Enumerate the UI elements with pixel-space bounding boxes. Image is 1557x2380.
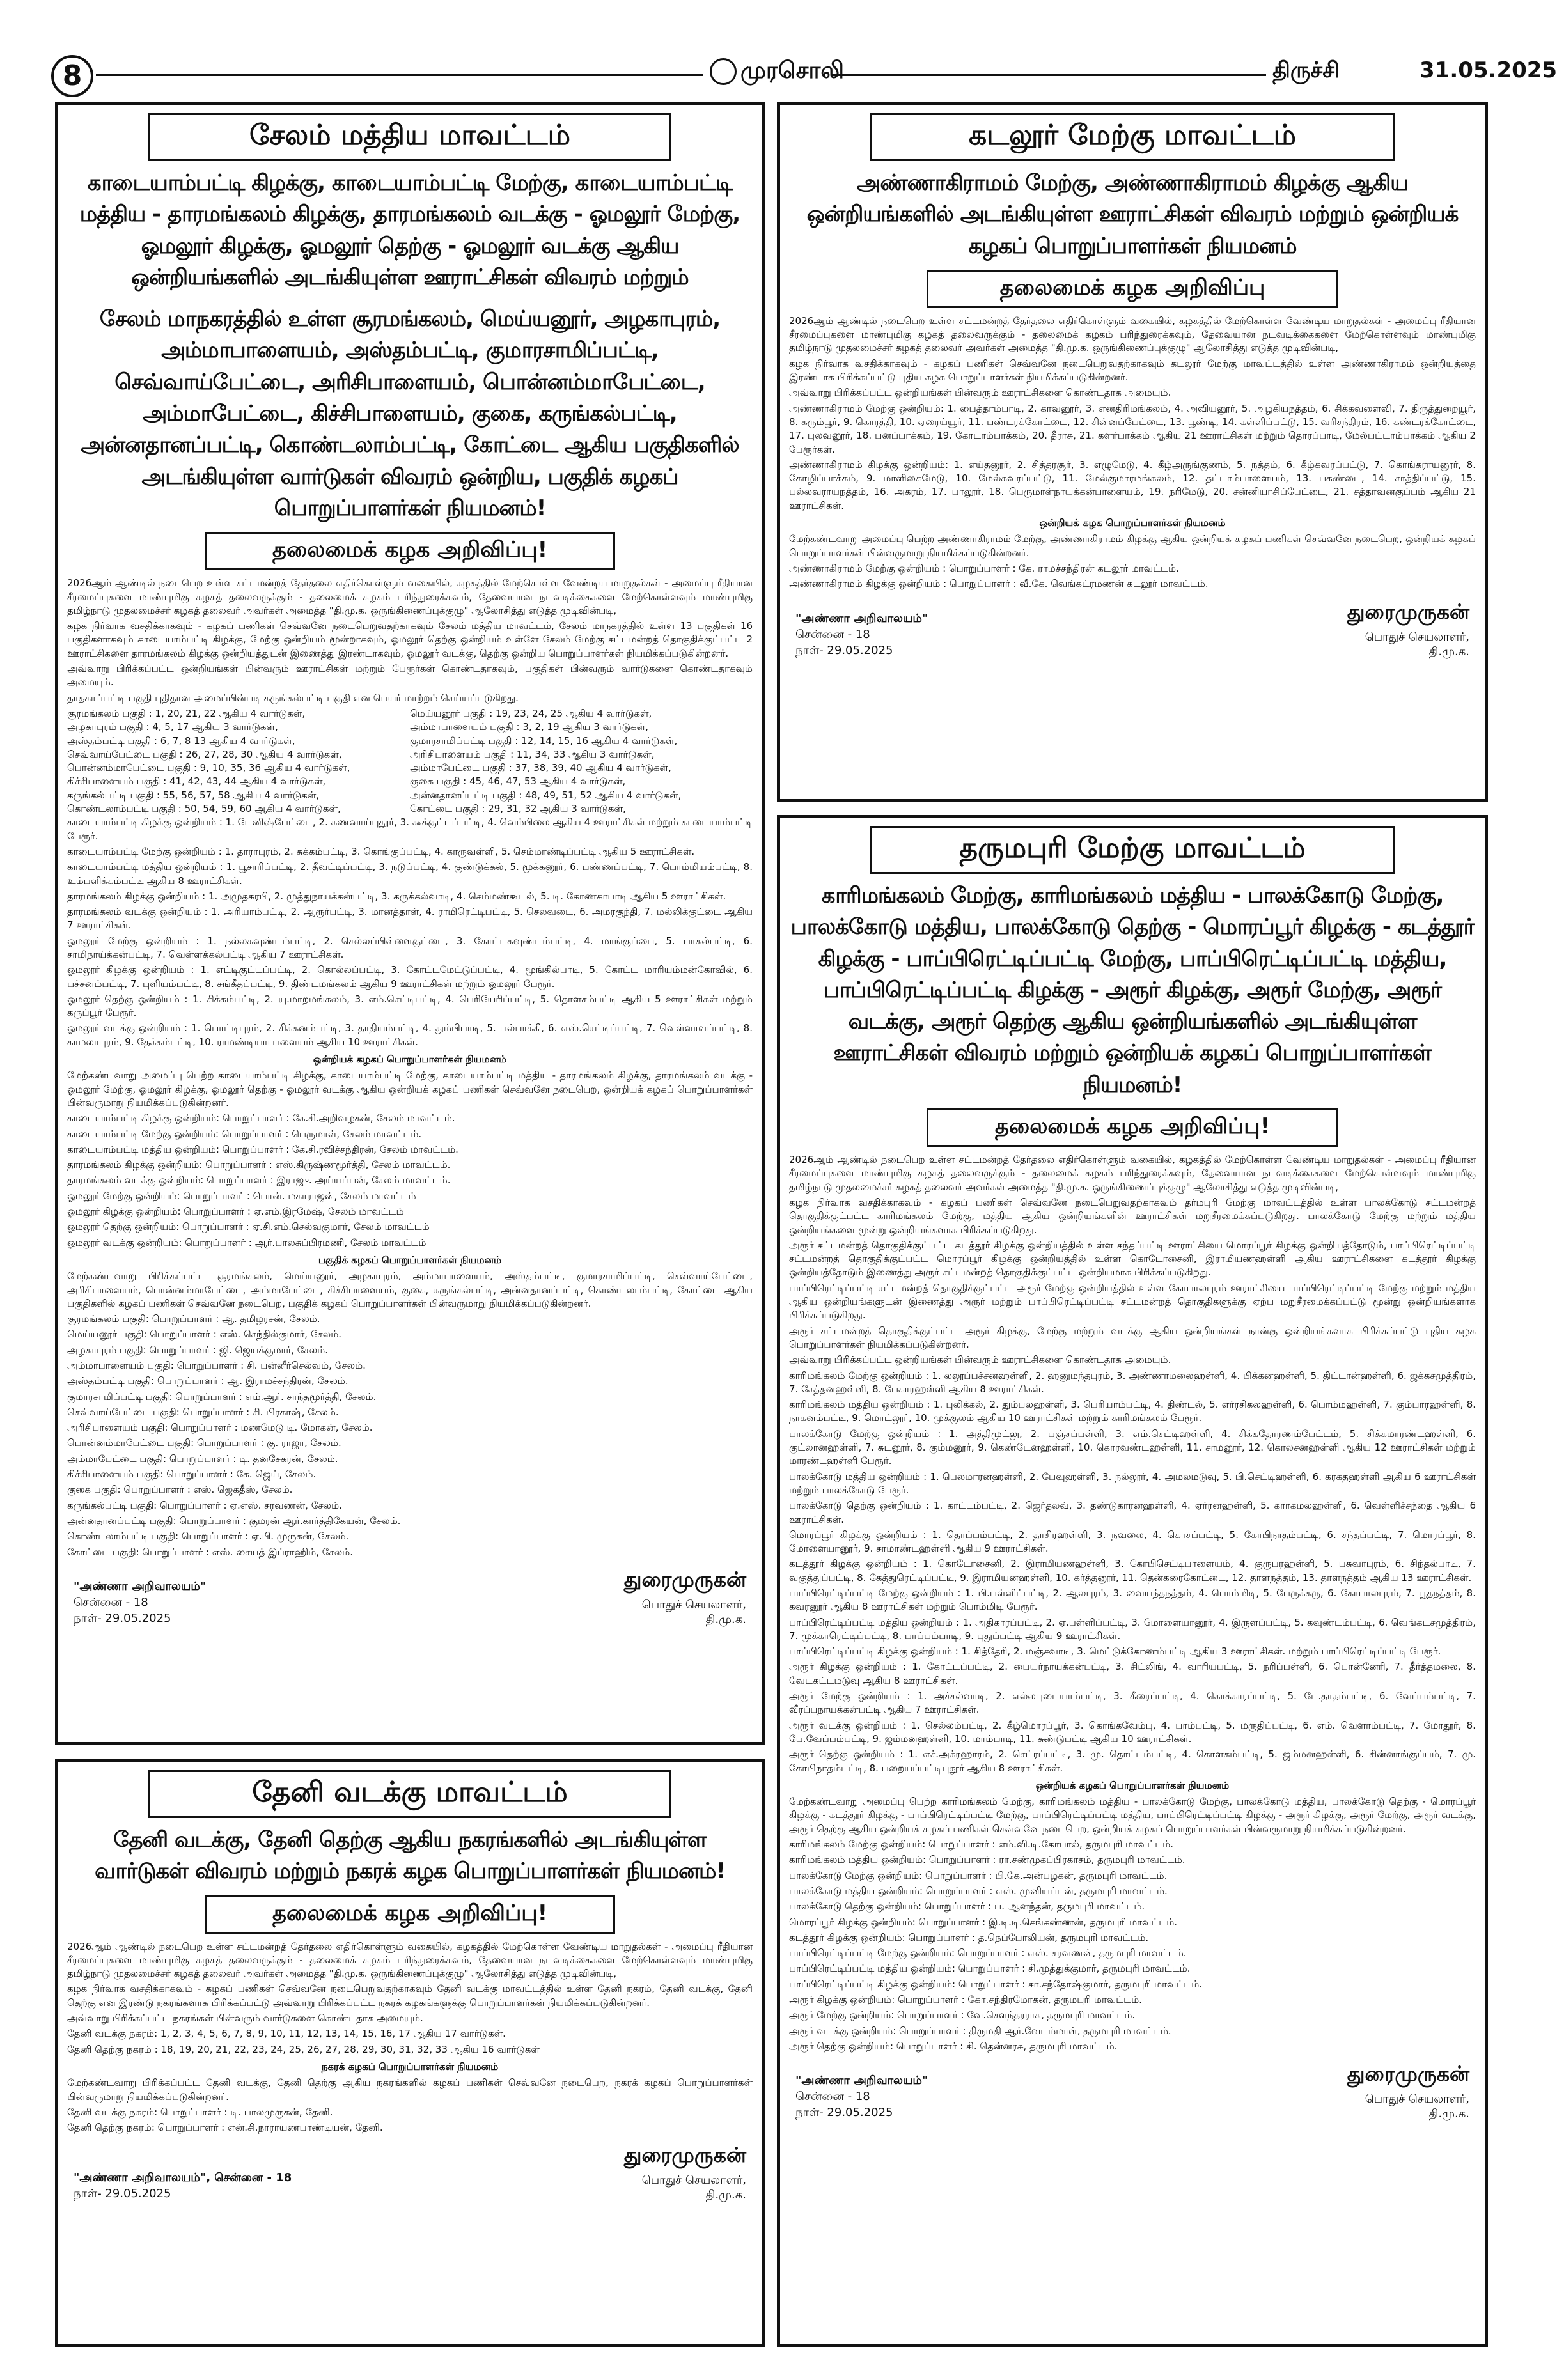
announcement-body [58,577,762,1559]
officer-entry: பாப்பிரெட்டிப்பட்டி கிழக்கு ஒன்றியம்: பொறுப்பாளர் : சா.சந்தோஷ்குமார், தருமபுரி மாவட்டம். [789,1978,1203,1990]
paragraph: தாதகாப்பட்டி பகுதி புதிதான அமைப்பின்படி கருங்கல்பட்டி பகுதி என பெயர் மாற்றம் செய்யப்படுகிறது. [67,692,519,704]
officer-entry: தேனி தெற்கு நகரம்: பொறுப்பாளர் : என்.சி.நாராயணபாண்டியன், தேனி. [67,2122,383,2134]
signer-title: பொதுச் செயலாளர், [641,2174,746,2188]
edition-city: திருச்சி [1272,58,1340,83]
paragraph: அவ்வாறு பிரிக்கப்பட்ட ஒன்றியங்கள் பின்வரும் ஊராட்சிகளை கொண்டதாக அமையும். [789,387,1171,399]
officer-entry: அரூர் கிழக்கு ஒன்றியம்: பொறுப்பாளர் : கோ.சந்திரமோகன், தருமபுரி மாவட்டம். [789,1994,1142,2005]
section-subheading: ஒன்றியக் கழக பொறுப்பாளர்கள் நியமனம் [1039,517,1226,529]
union-entry: தாரமங்கலம் வடக்கு ஒன்றியம் : 1. அரியாம்பட்டி, 2. ஆரூர்பட்டி, 3. மானத்தாள், 4. ராமிரெட்டிபட்டி, 5. செலவடை, 6. அமரகுந்தி, 7. மல்லிக்குட்டை ஆகிய 7 ஊராட்சிகள். [67,906,753,931]
union-entry: அரூர் தெற்கு ஒன்றியம் : 1. எச்.அக்ரஹாரம், 2. செட்ரப்பட்டி, 3. மு. தொட்டம்பட்டி, 4. கொளகம்பட்டி, 5. ஜம்மனஹள்ளி, 6. சின்னாங்குப்பம், 7. மு. கோபிநாதம்பட்டி, 8. பறையப்பட்டிபுதூர் ஆகிய 8 ஊராட்சிகள். [789,1748,1476,1774]
intro-paragraph: 2026ஆம் ஆண்டில் நடைபெற உள்ள சட்டமன்றத் தேர்தலை எதிர்கொள்ளும் வகையில், கழகத்தில் மேற்கொள்ள வேண்டிய மாறுதல்கள் - அமைப்பு ரீதியான சீரமைப்புகளை மாண்புமிகு கழகத் தலைவருக்கும் - தலைமைக் கழகம் பரிந்துரைக்கவும், தேவையான நடவடிக்கைகளை மேற்கொள்ளவும் மாண்புமிகு தமிழ்நாடு முதலமைச்சர் கழகத் தலைவர் அவர்கள் அமைத்த "தி.மு.க. ஒருங்கிணைப்புக்குழு" ஆலோசித்து எடுத்த முடிவின்படி, [789,1154,1476,1193]
sign-date: நாள்- 29.05.2025 [74,2187,171,2201]
officer-entry: தாரமங்கலம் வடக்கு ஒன்றியம்: பொறுப்பாளர் : இராஜு. அய்யப்பன், சேலம் மாவட்டம். [67,1174,451,1186]
officer-entry: குகை பகுதி: பொறுப்பாளர் : எஸ். ஜெகதீஸ், சேலம். [67,1484,293,1496]
officer-entry: செவ்வாய்பேட்டை பகுதி: பொறுப்பாளர் : சி. பிரகாஷ், சேலம். [67,1406,339,1418]
cuddalore-announcement [777,102,1488,802]
paragraph: மேற்கண்டவாறு அமைப்பு பெற்ற அண்ணாகிராமம் மேற்கு, அண்ணாகிராமம் கிழக்கு ஆகிய ஒன்றியக் கழகப் பணிகள் செவ்வனே நடைபெற, ஒன்றியக் கழகப் பொறுப்பாளர்கள் பின்வருமாறு நியமிக்கப்படுகின்றனர். [789,533,1476,559]
officer-entry: அண்ணாகிராமம் கிழக்கு ஒன்றியம் : பொறுப்பாளர் : வீ.கே. வெங்கட்ரமணன் கடலூர் மாவட்டம். [789,578,1209,590]
officer-entry: சூரமங்கலம் பகுதி: பொறுப்பாளர் : ஆ. தமிழரசன், சேலம். [67,1313,320,1325]
union-entry: ஓமலூர் கிழக்கு ஒன்றியம் : 1. எட்டிகுட்டப்பட்டி, 2. கொல்லப்பட்டி, 3. கோட்டமேட்டுப்பட்டி, 4. மூங்கில்பாடி, 5. கோட்ட மாரியம்மன்கோவில், 6. பச்சனம்பட்டி, 7. புளியம்பட்டி, 8. சங்கீதப்பட்டி, 9. திண்டமங்கலம் ஆகிய 9 ஊராட்சிகள் மற்றும் ஓமலூர் பேரூர். [67,964,753,990]
officer-entry: கடத்தூர் கிழக்கு ஒன்றியம்: பொறுப்பாளர் : த.நெப்போலியன், தருமபுரி மாவட்டம். [789,1931,1149,1943]
signer-title: பொதுச் செயலாளர், [1365,630,1469,644]
paragraph: பாப்பிரெட்டிப்பட்டி சட்டமன்றத் தொகுதிக்குட்பட்ட அரூர் மேற்கு ஒன்றியத்தில் உள்ள கோபாலபுரம் ஊராட்சியை பாப்பிரெட்டிப்பட்டி மேற்கு மற்றும் மத்திய ஆகிய ஒன்றியங்களுடன் இணைத்து அரூர் மற்றும் பாப்பிரெட்டிப்பட்டி சட்டமன்றத் தொகுதிகளுக்கு ஏற்ப மறுசீரமைக்கப்பட்டு மூன்று ஒன்றியங்களாக பிரிக்கப்படுகிறது. [789,1282,1476,1321]
officer-entry: பொன்னம்மாபேட்டை பகுதி: பொறுப்பாளர் : கு. ராஜா, சேலம். [67,1437,341,1449]
union-entry: ஓமலூர் தெற்கு ஒன்றியம் : 1. சிக்கம்பட்டி, 2. யு.மாறமங்கலம், 3. எம்.செட்டிபட்டி, 4. பெரியேரிப்பட்டி, 5. தொளசம்பட்டி ஆகிய 5 ஊராட்சிகள் மற்றும் கருப்பூர் பேரூர். [67,993,753,1019]
officer-entry: மொரப்பூர் கிழக்கு ஒன்றியம்: பொறுப்பாளர் : இ.டி.டி.செங்கண்ணன், தருமபுரி மாவட்டம். [789,1916,1178,1928]
ward-entry: தேனி தெற்கு நகரம் : 18, 19, 20, 21, 22, 23, 24, 25, 26, 27, 28, 29, 30, 31, 32, 33 ஆகிய 16 வார்டுகள் [67,2043,540,2055]
district-title: கடலூர் மேற்கு மாவட்டம் [870,113,1394,161]
officer-entry: அரிசிபாளையம் பகுதி: பொறுப்பாளர் : மணமேடு டி. மோகன், சேலம். [67,1422,373,1434]
district-title: தருமபுரி மேற்கு மாவட்டம் [870,826,1394,874]
ward-row: அஸ்தம்பட்டி பகுதி : 6, 7, 8 13 ஆகிய 4 வார்டுகள், குமாரசாமிப்பட்டி பகுதி : 12, 14, 15, 16 ஆகிய 4 வார்டுகள், [67,735,678,747]
signature-block [58,2136,762,2211]
union-entry: கடத்தூர் கிழக்கு ஒன்றியம் : 1. கொடோசைனி, 2. இராமியணஹள்ளி, 3. கோபிசெட்டிபாளையம், 4. குருபரஹள்ளி, 5. பசுவாபுரம், 6. சிந்தல்பாடி, 7. வகுத்துப்பட்டி, 8. கேத்துரெட்டிப்பட்டி, 9. இராமியனஹள்ளி, 10. கர்த்தனூர், 11. தென்கரைகோட்டை, 12. தாளநத்தம், 13. தாளநத்தம் ஆகிய 13 ஊராட்சிகள். [789,1558,1476,1583]
union-entry: அரூர் மேற்கு ஒன்றியம் : 1. அச்சல்வாடி, 2. எல்லபுடையாம்பட்டி, 3. கீரைப்பட்டி, 4. கொக்காரப்பட்டி, 5. பே.தாதம்பட்டி, 6. வேப்பம்பட்டி, 7. வீரப்பநாயக்கன்பட்டி ஆகிய 7 ஊராட்சிகள். [789,1690,1476,1716]
officer-entry: தேனி வடக்கு நகரம்: பொறுப்பாளர் : டி. பாலமுருகன், தேனி. [67,2106,333,2118]
sign-city: சென்னை - 18 [795,627,870,641]
announcement-headline: தேனி வடக்கு, தேனி தெற்கு ஆகிய நகரங்களில் அடங்கியுள்ள வார்டுகள் விவரம் மற்றும் நகரக் கழக பொறுப்பாளர்கள் நியமனம்! [95,1827,725,1885]
sign-office: "அண்ணா அறிவாலயம்" [74,1579,207,1593]
signer-title: பொதுச் செயலாளர், [641,1598,746,1612]
officer-entry: அரூர் வடக்கு ஒன்றியம்: பொறுப்பாளர் : திருமதி ஆர்.வேடம்மாள், தருமபுரி மாவட்டம். [789,2025,1171,2037]
officer-entry: அஸ்தம்பட்டி பகுதி: பொறுப்பாளர் : ஆ. இராமச்சந்திரன், சேலம். [67,1375,348,1387]
union-entry: அண்ணாகிராமம் மேற்கு ஒன்றியம்: 1. பைத்தாம்பாடி, 2. காவனூர், 3. எனதிரிமங்கலம், 4. அவியனூர், 5. அழகியநத்தம், 6. சிக்கவளைவி, 7. திருத்துறையூர், 8. கரும்பூர், 9. கொரத்தி, 10. ஏரைய்யூர், 11. பண்டரக்கோட்டை, 12. சின்னப்பேட்டை, 13. பூண்டி, 14. கள்ளிப்பட்டு, 15. வரிசந்திரம், 16. கண்டரக்கோட்டை, 17. புலவனூர், 18. பனப்பாக்கம், 19. கோடாம்பாக்கம், 20. தீராசு, 21. களர்பாக்கம் ஆகிய 21 ஊராட்சிகள் மற்றும் தொரப்பாடி, மேல்பட்டாம்பாக்கம் ஆகிய 2 பேரூர்கள். [789,402,1476,455]
sign-city: சென்னை - 18 [795,2090,870,2104]
union-entry: காடையாம்பட்டி மேற்கு ஒன்றியம் : 1. தாராபுரம், 2. சுக்கம்பட்டி, 3. கொங்குப்பட்டி, 4. காருவள்ளி, 5. செம்மாண்டிப்பட்டி ஆகிய 5 ஊராட்சிகள். [67,845,695,857]
union-entry: அரூர் வடக்கு ஒன்றியம் : 1. செல்லம்பட்டி, 2. கீழ்மொரப்பூர், 3. கொங்கவேம்பு, 4. பாம்பட்டி, 5. மருதிப்பட்டி, 6. எம். வெளாம்பட்டி, 7. மோதூர், 8. பே.வேப்பம்பட்டி, 9. ஜம்மனஹள்ளி, 10. மாம்பாடி, 11. சுண்டுபட்டி ஆகிய 10 ஊராட்சிகள். [789,1719,1476,1745]
sign-date: நாள்- 29.05.2025 [795,2106,893,2120]
union-entry: அரூர் கிழக்கு ஒன்றியம் : 1. கோட்டப்பட்டி, 2. பையர்நாயக்கன்பட்டி, 3. சிட்லிங், 4. வாரியபட்டி, 5. நரிப்பள்ளி, 6. பொன்னேரி, 7. தீர்த்தமலை, 8. வேடகட்டமடுவு ஆகிய 8 ஊராட்சிகள். [789,1661,1476,1686]
signature-block [780,2055,1485,2129]
union-entry: ஓமலூர் மேற்கு ஒன்றியம் : 1. நல்லகவுண்டம்பட்டி, 2. செல்லப்பிள்ளைகுட்டை, 3. கோட்டகவுண்டம்பட்டி, 4. மாங்குப்பை, 5. பாகல்பட்டி, 6. சாமிநாய்க்கன்பட்டி, 7. வெள்ளக்கல்பட்டி ஆகிய 7 ஊராட்சிகள். [67,935,753,960]
officer-entry: அன்னதானப்பட்டி பகுதி: பொறுப்பாளர் : குமரன் ஆர்.கார்த்திகேயன், சேலம். [67,1514,401,1527]
masthead-logo-icon [710,58,737,85]
announcement-body [780,315,1485,591]
paragraph: அவ்வாறு பிரிக்கப்பட்ட ஒன்றியங்கள் பின்வரும் ஊராட்சிகளை கொண்டதாக அமையும். [789,1354,1171,1366]
officer-entry: பாலக்கோடு மேற்கு ஒன்றியம்: பொறுப்பாளர் : பி.கே.அன்பழகன், தருமபுரி மாவட்டம். [789,1869,1168,1881]
district-title: சேலம் மத்திய மாவட்டம் [148,113,671,161]
officer-entry: அண்ணாகிராமம் மேற்கு ஒன்றியம் : பொறுப்பாளர் : கே. ராமச்சந்திரன் கடலூர் மாவட்டம். [789,562,1179,574]
signature-block [58,1561,762,1635]
union-entry: காரிமங்கலம் மேற்கு ஒன்றியம் : 1. லலூப்பச்சனஹள்ளி, 2. ஹனுமந்தபுரம், 3. அண்ணாமலைஹள்ளி, 4. பிக்கனஹள்ளி, 5. திட்டான்ஹள்ளி, 6. ஜக்கசமுத்திரம், 7. சேத்தனஹள்ளி, 8. பேகாரஹள்ளி ஆகிய 8 ஊராட்சிகள். [789,1369,1476,1395]
union-entry: பாலக்கோடு மேற்கு ஒன்றியம் : 1. அத்திமுட்லு, 2. பஞ்சப்பள்ளி, 3. எம்.செட்டிஹள்ளி, 4. சிக்கதோரணம்பேட்டம், 5. சிக்கமாரண்டஹள்ளி, 6. குட்லானஹள்ளி, 7. சுடனூர், 8. கும்மனூர், 9. கெண்டேனஹள்ளி, 10. கொரவண்டஹள்ளி, 11. சாமனூர், 12. கொலசனஹள்ளி ஆகிய 12 ஊராட்சிகள் மற்றும் மாரண்டஹள்ளி பேரூர். [789,1427,1476,1467]
union-entry: அண்ணாகிராமம் கிழக்கு ஒன்றியம்: 1. எய்தனூர், 2. சித்தரசூர், 3. எழுமேடு, 4. கீழ்அருங்குணம், 5. நத்தம், 6. கீழ்கவரப்பட்டு, 7. கொங்கராயனூர், 8. கோழிப்பாக்கம், 9. மாளிகைமேடு, 10. மேல்கவரப்பட்டு, 11. மேல்குமாரமங்கலம், 12. தட்டாம்பாளையம், 13. பகண்டை, 14. சாத்திப்பட்டு, 15. பல்லவராயநத்தம், 16. அகரம், 17. பாலூர், 18. பெருமாள்நாயக்கன்பாளையம், 19. நரிமேடு, 20. சன்னியாசிப்பேட்டை, 21. சத்தாவனகுப்பம் ஆகிய 21 ஊராட்சிகள். [789,458,1476,511]
paragraph: கழக நிர்வாக வசதிக்காகவும் - கழகப் பணிகள் செவ்வனே நடைபெறுவதற்காகவும் சேலம் மத்திய மாவட்டம், சேலம் மாநகரத்தில் உள்ள 13 பகுதிகள் 16 பகுதிகளாகவும் காடையாம்பட்டி கிழக்கு, மேற்கு ஒன்றியம் மூன்றாகவும், ஓமலூர் தெற்கு ஒன்றியம் உள்ளே சேலம் மேற்கு சட்டமன்றத் தொகுதிக்குட்பட்ட 2 ஊராட்சிகளை தாரமங்கலம் கிழக்கு ஒன்றியத்துடன் இணைத்து இரண்டாகவும், ஓமலூர் வடக்கு, தெற்கு ஒன்றிய பொறுப்பாளர்கள் நியமிக்கப்படுகின்றனர். [67,620,753,659]
signer-name: துரைமுருகன் [1347,599,1469,624]
masthead [710,58,844,87]
paragraph: மேற்கண்டவாறு பிரிக்கப்பட்ட தேனி வடக்கு, தேனி தெற்கு ஆகிய நகரங்களில் கழகப் பணிகள் செவ்வனே நடைபெற, நகரக் கழகப் பொறுப்பாளர்கள் பின்வருமாறு நியமிக்கப்படுகின்றனர். [67,2077,753,2103]
header-rule-left [96,74,703,76]
section-subheading: ஒன்றியக் கழகப் பொறுப்பாளர்கள் நியமனம் [1035,1779,1230,1791]
edition-date: 31.05.2025 [1420,58,1557,83]
union-entry: பாப்பிரெட்டிப்பட்டி கிழக்கு ஒன்றியம் : 1. சித்தேரி, 2. மஞ்சவாடி, 3. மெட்டுக்கோணம்பட்டி ஆகிய 3 ஊராட்சிகள். மற்றும் பாப்பிரெட்டிப்பட்டி பேரூர். [789,1645,1441,1658]
announcement-headline: காரிமங்கலம் மேற்கு, காரிமங்கலம் மத்திய - பாலக்கோடு மேற்கு, பாலக்கோடு மத்திய, பாலக்கோடு தெற்கு - மொரப்பூர் கிழக்கு - கடத்தூர் கிழக்கு - பாப்பிரெட்டிப்பட்டி மேற்கு, பாப்பிரெட்டிப்பட்டி மத்திய, பாப்பிரெட்டிப்பட்டி கிழக்கு - அரூர் கிழக்கு, அரூர் மேற்கு, அரூர் வடக்கு, அரூர் தெற்கு ஆகிய ஒன்றியங்களில் அடங்கியுள்ள ஊராட்சிகள் விவரம் மற்றும் ஒன்றியக் கழகப் பொறுப்பாளர்கள் நியமனம்! [790,883,1475,1098]
paragraph: அரூர் சட்டமன்றத் தொகுதிக்குட்பட்ட கடத்தூர் கிழக்கு ஒன்றியத்தில் உள்ள சந்தப்பட்டி ஊராட்சியை மொரப்பூர் கிழக்கு ஒன்றியத்தோடும், பாப்பிரெட்டிப்பட்டி சட்டமன்றத் தொகுதிக்குட்பட்ட மொரப்பூர் கிழக்கு ஒன்றியத்தில் உள்ள கொடோசைனி, இராமியணஹள்ளி ஆகிய ஊராட்சிகளை கடத்தூர் கிழக்கு ஒன்றியத்தோடும் இணைத்து அரூர் சட்டமன்றத் தொகுதிக்குட்பட்ட ஒன்றியமாக பிரிக்கப்படுகிறது. [789,1239,1476,1279]
union-entry: மொரப்பூர் கிழக்கு ஒன்றியம் : 1. தொப்பம்பட்டி, 2. தாசிரஹள்ளி, 3. நவலை, 4. கொசப்பட்டி, 5. கோபிநாதம்பட்டி, 6. சந்தப்பட்டி, 7. மொரப்பூர், 8. மோளையானூர், 9. சாமாண்டஹள்ளி ஆகிய 9 ஊராட்சிகள். [789,1528,1476,1555]
officer-entry: பாலக்கோடு மத்திய ஒன்றியம்: பொறுப்பாளர் : எஸ். முனியப்பன், தருமபுரி மாவட்டம். [789,1885,1168,1897]
announcement-headline: அண்ணாகிராமம் மேற்கு, அண்ணாகிராமம் கிழக்கு ஆகிய ஒன்றியங்களில் அடங்கியுள்ள ஊராட்சிகள் விவரம் மற்றும் ஒன்றியக் கழகப் பொறுப்பாளர்கள் நியமனம் [806,170,1459,259]
header-rule-right [831,74,1266,76]
ward-row: செவ்வாய்பேட்டை பகுதி : 26, 27, 28, 30 ஆகிய 4 வார்டுகள், அரிசிபாளையம் பகுதி : 11, 34, 33 ஆகிய 3 வார்டுகள், [67,748,655,760]
officer-entry: தாரமங்கலம் கிழக்கு ஒன்றியம்: பொறுப்பாளர் : எஸ்.கிருஷ்ணமூர்த்தி, சேலம் மாவட்டம். [67,1159,451,1171]
union-entry: பாலக்கோடு மத்திய ஒன்றியம் : 1. பெலமாரனஹள்ளி, 2. பேவுஹள்ளி, 3. நல்லூர், 4. அமலமடுவு, 5. பி.செட்டிஹள்ளி, 6. கரகதஹள்ளி ஆகிய 6 ஊராட்சிகள் மற்றும் பாலக்கோடு பேரூர். [789,1470,1476,1496]
officer-entry: அழகாபுரம் பகுதி: பொறுப்பாளர் : ஜி. ஜெயக்குமார், சேலம். [67,1344,328,1356]
officer-entry: ஓமலூர் கிழக்கு ஒன்றியம்: பொறுப்பாளர் : ஏ.எம்.இரமேஷ், சேலம் மாவட்டம் [67,1206,404,1218]
notice-banner: தலைமைக் கழக அறிவிப்பு! [205,532,615,570]
notice-banner: தலைமைக் கழக அறிவிப்பு [927,270,1338,308]
officer-entry: ஓமலூர் வடக்கு ஒன்றியம்: பொறுப்பாளர் : ஆர்.பாலசுப்பிரமணி, சேலம் மாவட்டம் [67,1236,426,1248]
paragraph: அவ்வாறு பிரிக்கப்பட்ட நகரங்கள் பின்வரும் வார்டுகளை கொண்டதாக அமையும். [67,2012,423,2025]
signature-block [780,593,1485,667]
paragraph: மேற்கண்டவாறு அமைப்பு பெற்ற காரிமங்கலம் மேற்கு, காரிமங்கலம் மத்திய - பாலக்கோடு மேற்கு, பாலக்கோடு மத்திய, பாலக்கோடு தெற்கு - மொரப்பூர் கிழக்கு - கடத்தூர் கிழக்கு - பாப்பிரெட்டிப்பட்டி மேற்கு, பாப்பிரெட்டிப்பட்டி மத்திய, பாப்பிரெட்டிப்பட்டி கிழக்கு - அரூர் கிழக்கு, அரூர் மேற்கு, அரூர் வடக்கு, அரூர் தெற்கு ஆகிய ஒன்றியக் கழகப் பணிகள் செவ்வனே நடைபெற, ஒன்றியக் கழகப் பொறுப்பாளர்கள் பின்வருமாறு நியமிக்கப்படுகின்றனர். [789,1796,1476,1835]
officer-entry: அரூர் தெற்கு ஒன்றியம்: பொறுப்பாளர் : சி. தென்னரசு, தருமபுரி மாவட்டம். [789,2040,1118,2052]
intro-paragraph: 2026ஆம் ஆண்டில் நடைபெற உள்ள சட்டமன்றத் தேர்தலை எதிர்கொள்ளும் வகையில், கழகத்தில் மேற்கொள்ள வேண்டிய மாறுதல்கள் - அமைப்பு ரீதியான சீரமைப்புகளை மாண்புமிகு கழகத் தலைவருக்கும் - தலைமைக் கழகம் பரிந்துரைக்கவும், தேவையான நடவடிக்கைகளை மேற்கொள்ளவும் மாண்புமிகு தமிழ்நாடு முதலமைச்சர் கழகத் தலைவர் அவர்கள் அமைத்த "தி.மு.க. ஒருங்கிணைப்புக்குழு" ஆலோசித்து எடுத்த முடிவின்படி, [67,1940,753,1980]
signer-name: துரைமுருகன் [1347,2062,1469,2087]
signer-party: தி.மு.க. [1428,644,1469,658]
section-subheading: ஒன்றியக் கழகப் பொறுப்பாளர்கள் நியமனம் [313,1054,507,1066]
ward-row: கிச்சிபாளையம் பகுதி : 41, 42, 43, 44 ஆகிய 4 வார்டுகள், குகை பகுதி : 45, 46, 47, 53 ஆகிய 4 வார்டுகள், [67,775,626,788]
officer-entry: ஓமலூர் தெற்கு ஒன்றியம்: பொறுப்பாளர் : ஏ.சி.எம்.செல்வகுமார், சேலம் மாவட்டம் [67,1221,430,1233]
notice-banner: தலைமைக் கழக அறிவிப்பு! [205,1895,615,1934]
officer-entry: காரிமங்கலம் மத்திய ஒன்றியம்: பொறுப்பாளர் : ரா.சண்முகப்பிரகாசம், தருமபுரி மாவட்டம். [789,1854,1185,1866]
signer-name: துரைமுருகன் [623,2143,746,2168]
paragraph: மேற்கண்டவாறு அமைப்பு பெற்ற காடையாம்பட்டி கிழக்கு, காடையாம்பட்டி மேற்கு, காடையாம்பட்டி மத்திய - தாரமங்கலம் கிழக்கு, தாரமங்கலம் வடக்கு - ஓமலூர் மேற்கு, ஓமலூர் கிழக்கு, ஓமலூர் தெற்கு - ஓமலூர் வடக்கு ஆகிய ஒன்றியக் கழகப் பணிகள் செவ்வனே நடைபெற, ஒன்றியக் கழகப் பொறுப்பாளர்கள் பின்வருமாறு நியமிக்கப்படுகின்றனர். [67,1069,753,1108]
ward-row: கருங்கல்பட்டி பகுதி : 55, 56, 57, 58 ஆகிய 4 வார்டுகள், அன்னதானப்பட்டி பகுதி : 48, 49, 51, 52 ஆகிய 4 வார்டுகள், [67,789,682,801]
officer-entry: அரூர் மேற்கு ஒன்றியம்: பொறுப்பாளர் : வே.சௌந்தரராசு, தருமபுரி மாவட்டம். [789,2009,1136,2021]
officer-entry: காடையாம்பட்டி மேற்கு ஒன்றியம்: பொறுப்பாளர் : பெருமாள், சேலம் மாவட்டம். [67,1128,422,1140]
officer-entry: பாப்பிரெட்டிப்பட்டி மேற்கு ஒன்றியம்: பொறுப்பாளர் : எஸ். சரவணன், தருமபுரி மாவட்டம். [789,1947,1187,1959]
signer-title: பொதுச் செயலாளர், [1365,2092,1469,2106]
intro-paragraph: 2026ஆம் ஆண்டில் நடைபெற உள்ள சட்டமன்றத் தேர்தலை எதிர்கொள்ளும் வகையில், கழகத்தில் மேற்கொள்ள வேண்டிய மாறுதல்கள் - அமைப்பு ரீதியான சீரமைப்புகளை மாண்புமிகு கழகத் தலைவருக்கும் - தலைமைக் கழகம் பரிந்துரைக்கவும், தேவையான நடவடிக்கைகளை மேற்கொள்ளவும் மாண்புமிகு தமிழ்நாடு முதலமைச்சர் கழகத் தலைவர் அவர்கள் அமைத்த "தி.மு.க. ஒருங்கிணைப்புக்குழு" ஆலோசித்து எடுத்த முடிவின்படி, [67,577,753,616]
sign-date: நாள்- 29.05.2025 [74,1611,171,1625]
signer-party: தி.மு.க. [1428,2107,1469,2121]
ward-row: சூரமங்கலம் பகுதி : 1, 20, 21, 22 ஆகிய 4 வார்டுகள், மெய்யனூர் பகுதி : 19, 23, 24, 25 ஆகிய 4 வார்டுகள், [67,707,652,719]
page-number: 8 [51,55,93,97]
paragraph: கழக நிர்வாக வசதிக்காகவும் - கழகப் பணிகள் செவ்வனே நடைபெறுவதற்காகவும் தேனி வடக்கு மாவட்டத்தில் உள்ள தேனி நகரம், தேனி வடக்கு, தேனி தெற்கு என இரண்டு நகரங்களாக பிரிக்கப்பட்டு அவ்வாறு பிரிக்கப்பட்ட நகரக் கழகங்களுக்கு பொறுப்பாளர்கள் நியமிக்கப்படுகின்றனர். [67,1983,753,2009]
ward-entry: தேனி வடக்கு நகரம்: 1, 2, 3, 4, 5, 6, 7, 8, 9, 10, 11, 12, 13, 14, 15, 16, 17 ஆகிய 17 வார்டுகள். [67,2028,506,2040]
paragraph: கழக நிர்வாக வசதிக்காகவும் - கழகப் பணிகள் செவ்வனே நடைபெறுவதற்காகவும் கடலூர் மேற்கு மாவட்டத்தில் உள்ள அண்ணாகிராமம் ஒன்றியத்தை இரண்டாக பிரிக்கப்பட்டு புதிய கழக பொறுப்பாளர்கள் நியமிக்கப்படுகின்றனர். [789,357,1476,384]
salem-announcement [55,102,765,1745]
officer-entry: மெய்யனூர் பகுதி: பொறுப்பாளர் : எஸ். செந்தில்குமார், சேலம். [67,1328,342,1341]
officer-entry: காடையாம்பட்டி கிழக்கு ஒன்றியம்: பொறுப்பாளர் : கே.சி.அறிவழகன், சேலம் மாவட்டம். [67,1112,455,1124]
union-entry: காடையாம்பட்டி கிழக்கு ஒன்றியம் : 1. டேனிஷ்பேட்டை, 2. கணவாய்புதூர், 3. கூக்குட்டப்பட்டி, 4. வெம்பிலை ஆகிய 4 ஊராட்சிகள் மற்றும் காடையாம்பட்டி பேரூர். [67,816,753,842]
sign-date: நாள்- 29.05.2025 [795,643,893,657]
paragraph: அவ்வாறு பிரிக்கப்பட்ட ஒன்றியங்கள் பின்வரும் ஊராட்சிகள் மற்றும் பேரூர்கள் கொண்டதாகவும், பகுதிகள் பின்வரும் வார்டுகளை கொண்டதாகவும் அமையும். [67,663,753,688]
paragraph: மேற்கண்டவாறு பிரிக்கப்பட்ட சூரமங்கலம், மெய்யனூர், அழகாபுரம், அம்மாபாளையம், அஸ்தம்பட்டி, குமாரசாமிப்பட்டி, செவ்வாய்பேட்டை, அரிசிபாளையம், பொன்னம்மாபேட்டை, அம்மாபேட்டை, கிச்சிபாளையம், குகை, கருங்கல்பட்டி, அன்னதானப்பட்டி, கொண்டலாம்பட்டி, கோட்டை ஆகிய பகுதிகளில் கழகப் பணிகள் செவ்வனே நடைபெற, பகுதிக் கழகப் பொறுப்பாளர்கள் பின்வருமாறு நியமிக்கப்படுகின்றனர். [67,1270,753,1309]
officer-entry: அம்மாபேட்டை பகுதி: பொறுப்பாளர் : டி. தனசேகரன், சேலம். [67,1452,338,1465]
paragraph: அரூர் சட்டமன்றத் தொகுதிக்குட்பட்ட அரூர் கிழக்கு, மேற்கு மற்றும் வடக்கு ஆகிய ஒன்றியங்கள் நான்கு ஒன்றியங்களாக பிரிக்கப்பட்டு புதிய கழக பொறுப்பாளர்கள் நியமிக்கப்படுகின்றனர். [789,1325,1476,1350]
section-subheading: பகுதிக் கழகப் பொறுப்பாளர்கள் நியமனம் [318,1254,502,1266]
officer-entry: கிச்சிபாளையம் பகுதி: பொறுப்பாளர் : கே. ஜெய், சேலம். [67,1468,317,1481]
page-header [45,50,1557,101]
sign-city: சென்னை - 18 [74,1595,148,1609]
officer-entry: குமாரசாமிப்பட்டி பகுதி: பொறுப்பாளர் : எம்.ஆர். சாந்தமூர்த்தி, சேலம். [67,1390,377,1403]
officer-entry: கொண்டலாம்பட்டி பகுதி: பொறுப்பாளர் : ஏ.பி. முருகன், சேலம். [67,1530,349,1543]
union-entry: பாப்பிரெட்டிப்பட்டி மேற்கு ஒன்றியம் : 1. பி.பள்ளிப்பட்டி, 2. ஆலபுரம், 3. வையந்தநத்தம், 4. பொம்மிடி, 5. பேருக்கரு, 6. கோபாலபுரம், 7. பூதநத்தம், 8. கவரனூர் ஆகிய 8 ஊராட்சிகள் மற்றும் பொம்மிடி பேரூர். [789,1587,1476,1613]
officer-entry: காரிமங்கலம் மேற்கு ஒன்றியம்: பொறுப்பாளர் : எம்.வி.டி.கோபால், தருமபுரி மாவட்டம். [789,1839,1173,1851]
announcement-headline-2: சேலம் மாநகரத்தில் உள்ள சூரமங்கலம், மெய்யனூர், அழகாபுரம், அம்மாபாளையம், அஸ்தம்பட்டி, குமாரசாமிப்பட்டி, செவ்வாய்பேட்டை, அரிசிபாளையம், பொன்னம்மாபேட்டை, அம்மாபேட்டை, கிச்சிபாளையம், குகை, கருங்கல்பட்டி, அன்னதானப்பட்டி, கொண்டலாம்பட்டி, கோட்டை ஆகிய பகுதிகளில் அடங்கியுள்ள வார்டுகள் விவரம் ஒன்றிய, பகுதிக் கழகப் பொறுப்பாளர்கள் நியமனம்! [81,306,739,521]
signer-name: துரைமுருகன் [623,1567,746,1592]
masthead-title: முரசொலி [740,58,844,84]
sign-office: "அண்ணா அறிவாலயம்" [795,611,928,625]
ward-row: அழகாபுரம் பகுதி : 4, 5, 17 ஆகிய 3 வார்டுகள், அம்மாபாளையம் பகுதி : 3, 2, 19 ஆகிய 3 வார்டுகள், [67,721,648,733]
intro-paragraph: 2026ஆம் ஆண்டில் நடைபெற உள்ள சட்டமன்றத் தேர்தலை எதிர்கொள்ளும் வகையில், கழகத்தில் மேற்கொள்ள வேண்டிய மாறுதல்கள் - அமைப்பு ரீதியான சீரமைப்புகளை மாண்புமிகு கழகத் தலைவருக்கும் - தலைமைக் கழகம் பரிந்துரைக்கவும், தேவையான நடவடிக்கைகளை மேற்கொள்ளவும் மாண்புமிகு தமிழ்நாடு முதலமைச்சர் கழகத் தலைவர் அவர்கள் அமைத்த "தி.மு.க. ஒருங்கிணைப்புக்குழு" ஆலோசித்து எடுத்த முடிவின்படி, [789,315,1476,354]
officer-entry: பாப்பிரெட்டிப்பட்டி மத்திய ஒன்றியம்: பொறுப்பாளர் : சி.முத்துக்குமார், தருமபுரி மாவட்டம். [789,1963,1191,1975]
paragraph: கழக நிர்வாக வசதிக்காகவும் - கழகப் பணிகள் செவ்வனே நடைபெறுவதற்காகவும் தர்மபுரி மேற்கு மாவட்டத்தில் உள்ள பாலக்கோடு சட்டமன்றத் தொகுதிக்குட்பட்ட காரிமங்கலம் மேற்கு, மத்திய ஆகிய ஒன்றியங்களின் ஊராட்சிகள் மறுசீரமைக்கப்படுகிறது. பாலக்கோடு மேற்கு மற்றும் மத்திய ஒன்றியங்களை மூன்று ஒன்றியங்களாக பிரிக்கப்படுகிறது. [789,1196,1476,1236]
signer-party: தி.மு.க. [705,2188,746,2202]
dharmapuri-announcement [777,815,1488,2347]
union-entry: பாப்பிரெட்டிப்பட்டி மத்திய ஒன்றியம் : 1. அதிகாரப்பட்டி, 2. ஏ.பள்ளிப்பட்டி, 3. மோளையானூர், 4. இருளப்பட்டி, 5. கவுண்டம்பட்டி, 6. வெங்கடசமுத்திரம், 7. முக்காரெட்டிப்பட்டி, 8. பாப்பம்பாடி, 9. புதுப்பட்டி ஆகிய 9 ஊராட்சிகள். [789,1616,1476,1642]
officer-entry: கருங்கல்பட்டி பகுதி: பொறுப்பாளர் : ஏ.எஸ். சரவணன், சேலம். [67,1499,342,1511]
officer-entry: காடையாம்பட்டி மத்திய ஒன்றியம்: பொறுப்பாளர் : கே.சி.ரவிச்சந்திரன், சேலம் மாவட்டம். [67,1143,458,1155]
officer-entry: பாலக்கோடு தெற்கு ஒன்றியம்: பொறுப்பாளர் : ப. ஆனந்தன், தருமபுரி மாவட்டம். [789,1901,1145,1913]
ward-row: பொன்னம்மாபேட்டை பகுதி : 9, 10, 35, 36 ஆகிய 4 வார்டுகள், அம்மாபேட்டை பகுதி : 37, 38, 39, 40 ஆகிய 4 வார்டுகள், [67,762,671,774]
section-subheading: நகரக் கழகப் பொறுப்பாளர்கள் நியமனம் [321,2060,499,2073]
ward-table [67,707,753,816]
union-entry: ஓமலூர் வடக்கு ஒன்றியம் : 1. பொட்டிபுரம், 2. சிக்கனம்பட்டி, 3. தாதியம்பட்டி, 4. தும்பிபாடி, 5. பல்பாக்கி, 6. எஸ்.செட்டிப்பட்டி, 7. வெள்ளாளப்பட்டி, 8. காமலாபுரம், 9. தேக்கம்பட்டி, 10. ராமண்டியாபாளையம் ஆகிய 10 ஊராட்சிகள். [67,1022,753,1048]
announcement-body [58,1940,762,2135]
officer-entry: ஓமலூர் மேற்கு ஒன்றியம்: பொறுப்பாளர் : பொன். மகாராஜன், சேலம் மாவட்டம் [67,1190,416,1202]
union-entry: காடையாம்பட்டி மத்திய ஒன்றியம் : 1. பூசாரிப்பட்டி, 2. தீவட்டிப்பட்டி, 3. நடுப்பட்டி, 4. குண்டுக்கல், 5. மூக்கனூர், 6. பண்ணப்பட்டி, 7. பொம்மியம்பட்டி, 8. உம்பளிக்கம்பட்டி ஆகிய 8 ஊராட்சிகள். [67,861,753,887]
ward-row: கொண்டலாம்பட்டி பகுதி : 50, 54, 59, 60 ஆகிய 4 வார்டுகள், கோட்டை பகுதி : 29, 31, 32 ஆகிய 3 வார்டுகள், [67,803,626,815]
announcement-body [780,1153,1485,2053]
theni-announcement [55,1759,765,2347]
union-entry: பாலக்கோடு தெற்கு ஒன்றியம் : 1. காட்டம்பட்டி, 2. ஜெர்தலவ், 3. தண்டுகாரனஹள்ளி, 4. ஏர்ரனஹள்ளி, 5. காாகமலஹள்ளி, 6. வெள்ளிச்சந்தை ஆகிய 6 ஊராட்சிகள். [789,1500,1476,1525]
announcement-headline: காடையாம்பட்டி கிழக்கு, காடையாம்பட்டி மேற்கு, காடையாம்பட்டி மத்திய - தாரமங்கலம் கிழக்கு, தாரமங்கலம் வடக்கு - ஓமலூர் மேற்கு, ஓமலூர் கிழக்கு, ஓமலூர் தெற்கு - ஓமலூர் வடக்கு ஆகிய ஒன்றியங்களில் அடங்கியுள்ள ஊராட்சிகள் விவரம் மற்றும் [79,170,740,290]
sign-office: "அண்ணா அறிவாலயம்" [795,2074,928,2088]
officer-entry: அம்மாபாளையம் பகுதி: பொறுப்பாளர் : சி. பன்னீர்செல்வம், சேலம். [67,1360,366,1371]
union-entry: காரிமங்கலம் மத்திய ஒன்றியம் : 1. புலிக்கல், 2. தும்பலஹள்ளி, 3. பெரியாம்பட்டி, 4. திண்டல், 5. எர்ரசிகலஹள்ளி, 6. பொம்மஹள்ளி, 7. கும்பாரஹள்ளி, 8. நாகனம்பட்டி, 9. மொட்லூர், 10. முக்குலம் ஆகிய 10 ஊராட்சிகள் மற்றும் காரிமங்கலம் பேரூர். [789,1399,1476,1424]
sign-office: "அண்ணா அறிவாலயம்", சென்னை - 18 [74,2171,292,2185]
notice-banner: தலைமைக் கழக அறிவிப்பு! [927,1108,1338,1147]
union-entry: தாரமங்கலம் கிழக்கு ஒன்றியம் : 1. அமுதசுரபி, 2. முத்துநாயக்கன்பட்டி, 3. கருக்கல்வாடி, 4. செம்மண்கூடல், 5. டி. கோணகாபாடி ஆகிய 5 ஊராட்சிகள். [67,890,726,902]
officer-entry: கோட்டை பகுதி: பொறுப்பாளர் : எஸ். சையத் இப்ராஹிம், சேலம். [67,1546,353,1558]
district-title: தேனி வடக்கு மாவட்டம் [148,1770,671,1818]
signer-party: தி.மு.க. [705,1612,746,1626]
